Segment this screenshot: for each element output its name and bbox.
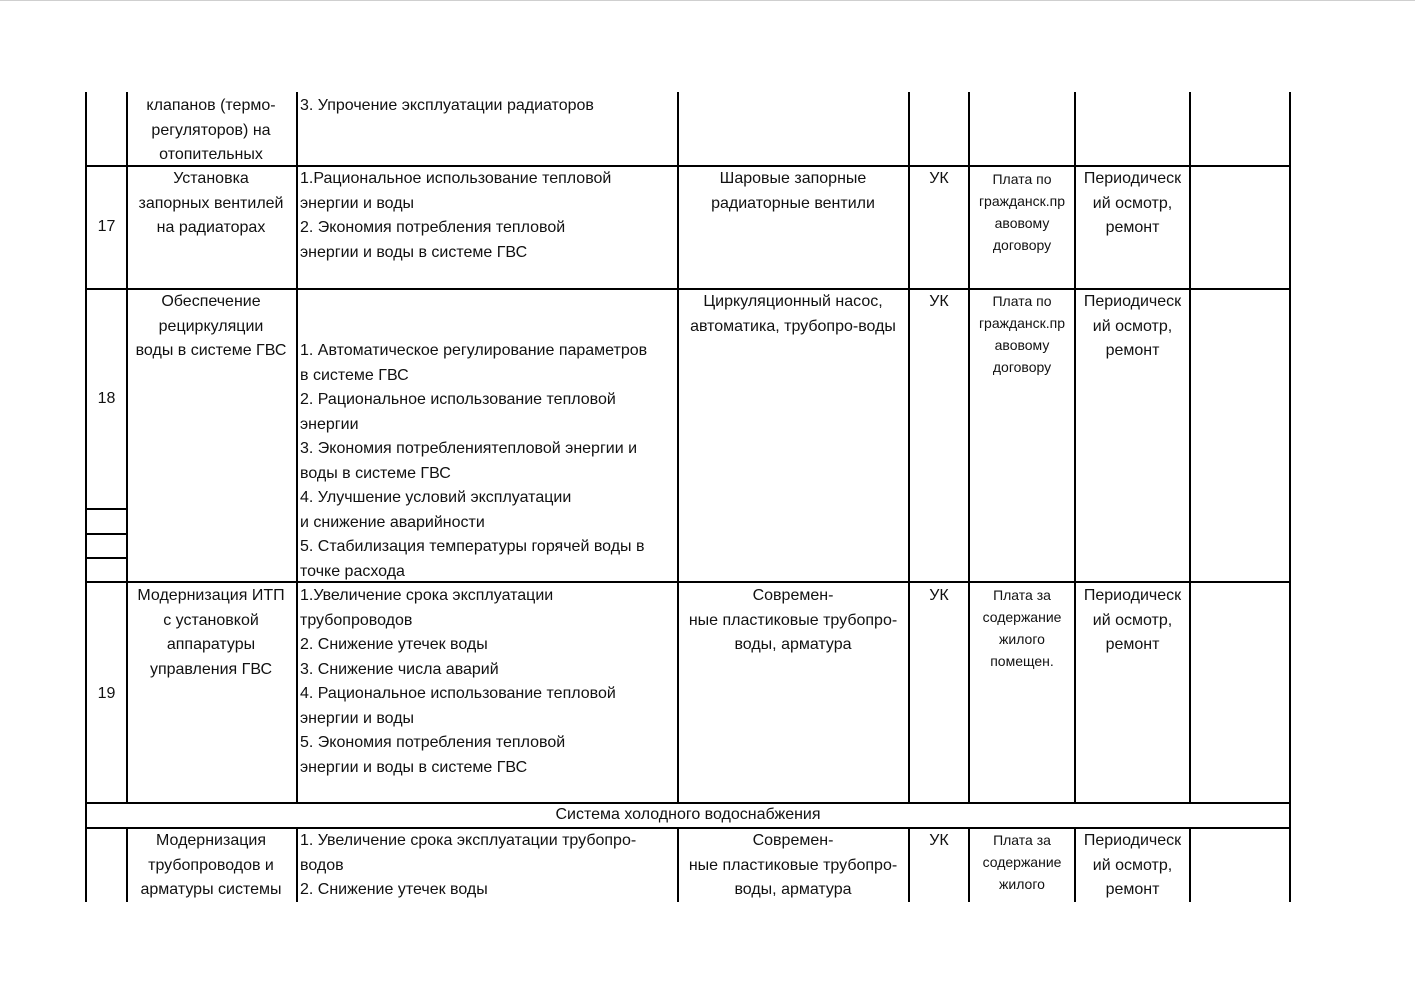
cell-maintenance: Периодическ ий осмотр, ремонт [1083, 832, 1182, 898]
row-border-sub-2 [85, 533, 127, 535]
row-border-sub-3 [85, 557, 127, 559]
cell-executor: УК [929, 587, 949, 604]
cell-maintenance: Периодическ ий осмотр, ремонт [1083, 293, 1182, 359]
cell-effects: 1.Рациональное использование тепловой энергии и воды 2. Экономия потребления тепловой энергии и воды в системе ГВС [300, 170, 612, 261]
cell-effects-continued: 3. Упрочение эксплуатации радиаторов [300, 97, 594, 114]
cell-num: 19 [97, 685, 116, 702]
cell-equipment: Циркуляционный насос, автоматика, трубопро-воды [690, 293, 896, 335]
cell-num: 17 [97, 218, 116, 235]
col-border-maintenance-lower [1189, 828, 1191, 902]
cell-name-continued: клапанов (термо- регуляторов) на отопительных [146, 97, 276, 163]
cell-name: Установка запорных вентилей на радиаторах [138, 170, 284, 236]
cell-name: Обеспечение рециркуляции воды в системе ГВС [135, 293, 287, 359]
cell-executor: УК [929, 170, 949, 187]
col-border-name-lower [296, 828, 298, 902]
cell-executor: УК [929, 832, 949, 849]
cell-effects: 1.Увеличение срока эксплуатации трубопроводов 2. Снижение утечек воды 3. Снижение числа аварий 4. Рациональное использование тепловой энергии и воды 5. Экономия потребления тепловой энергии и воды в системе ГВС [300, 587, 616, 776]
col-border-left [85, 92, 87, 902]
cell-name: Модернизация трубопроводов и арматуры системы [140, 832, 282, 898]
cell-effects: 1. Увеличение срока эксплуатации трубопро- водов 2. Снижение утечек воды [300, 832, 637, 898]
cell-funding: Плата по гражданск.пр авовому договору [978, 171, 1066, 253]
cell-maintenance: Периодическ ий осмотр, ремонт [1083, 170, 1182, 236]
cell-equipment: Современ- ные пластиковые трубопро- воды, арматура [688, 587, 898, 653]
cell-effects: 1. Автоматическое регулирование параметров в системе ГВС 2. Рациональное использование тепловой энергии 3. Экономия потреблениятепловой энергии и воды в системе ГВС 4. Улучшение условий эксплуатации и снижение аварийности 5. Стабилизация температуры горячей воды в точке расхода [300, 342, 648, 580]
col-border-name [296, 92, 298, 802]
col-border-equipment [908, 92, 910, 802]
section-heading: Система холодного водоснабжения [555, 806, 821, 823]
cell-executor: УК [929, 293, 949, 310]
cell-num: 18 [97, 390, 116, 407]
cell-funding: Плата за содержание жилого помещен. [982, 587, 1062, 669]
cell-name: Модернизация ИТП с установкой аппаратуры управления ГВС [137, 587, 285, 678]
cell-equipment: Шаровые запорные радиаторные вентили [711, 170, 875, 212]
row-border-3 [85, 581, 1291, 583]
col-border-maintenance [1189, 92, 1191, 802]
cell-maintenance: Периодическ ий осмотр, ремонт [1083, 587, 1182, 653]
cell-funding: Плата по гражданск.пр авовому договору [978, 293, 1066, 375]
cell-equipment: Современ- ные пластиковые трубопро- воды, арматура [688, 832, 898, 898]
col-border-right [1289, 92, 1291, 902]
row-border-sub-1 [85, 508, 127, 510]
cell-funding: Плата за содержание жилого [982, 832, 1062, 892]
